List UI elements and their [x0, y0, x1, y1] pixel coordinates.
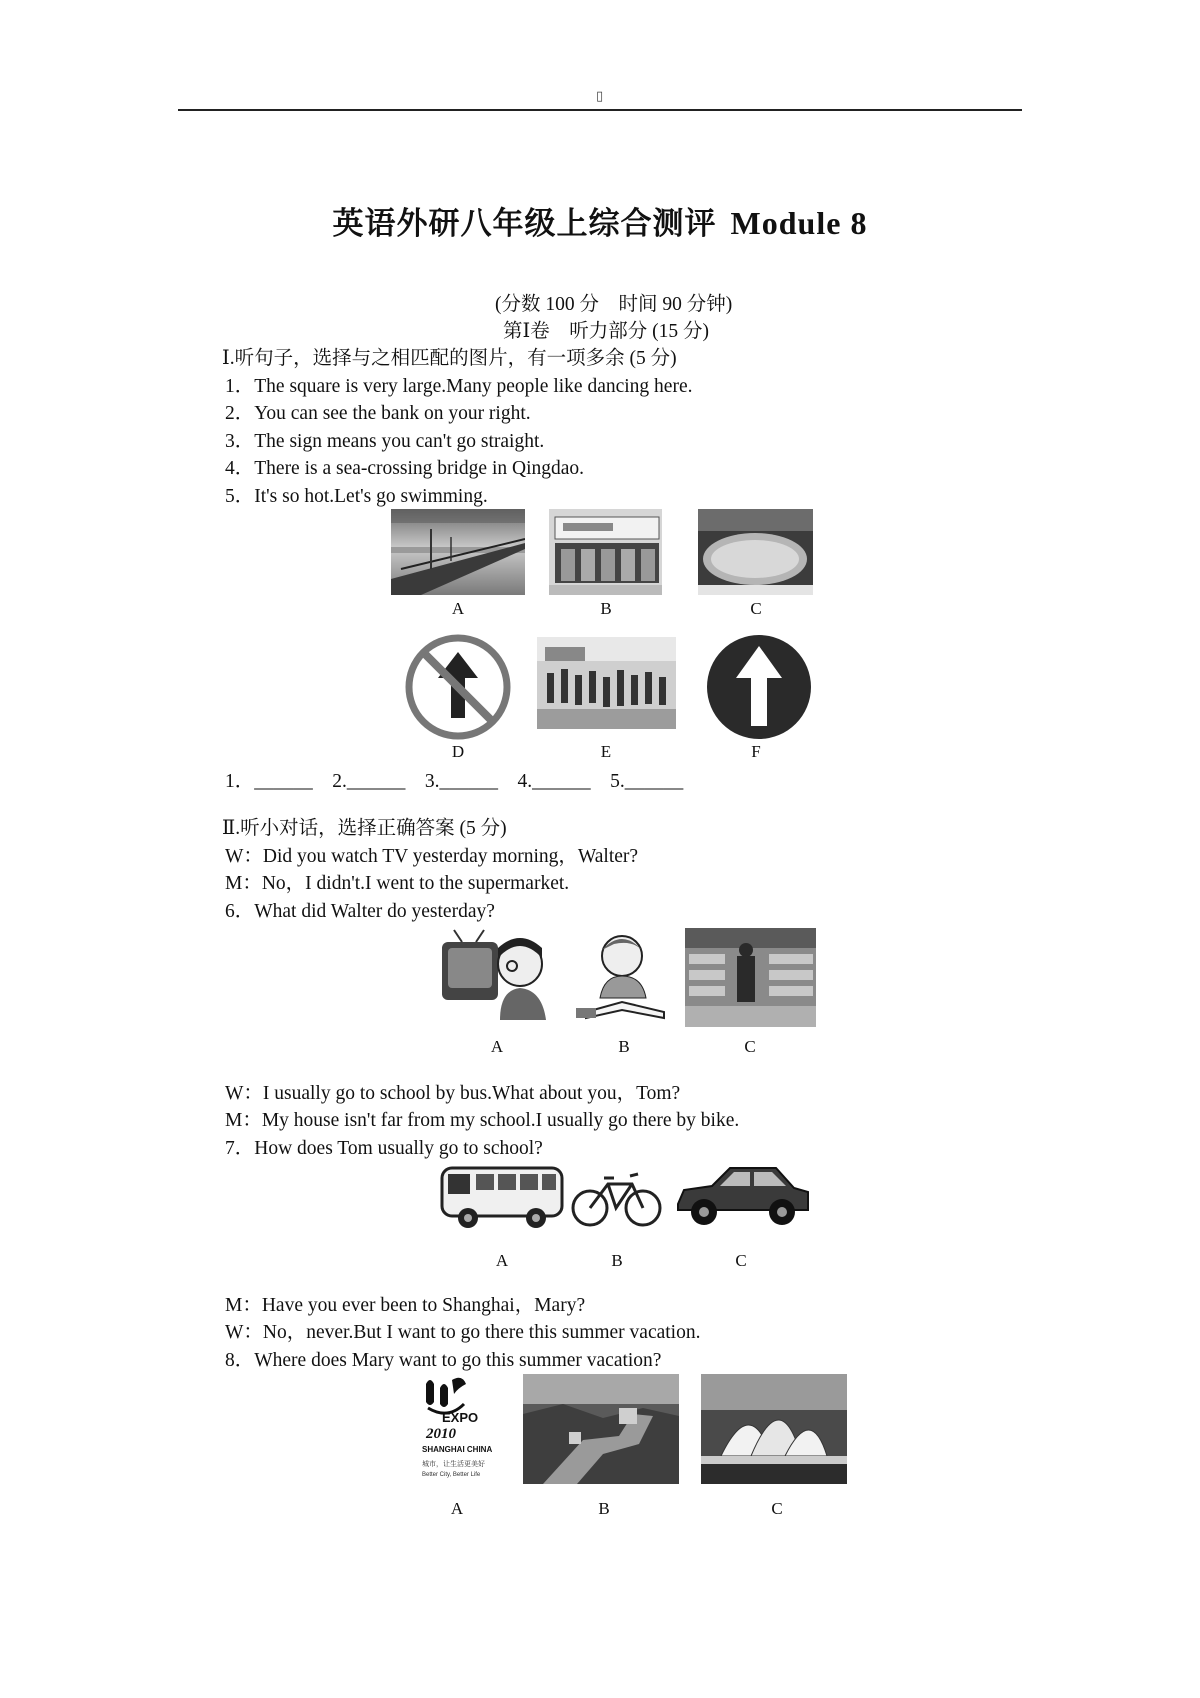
q6-question: 6．What did Walter do yesterday?: [225, 901, 495, 922]
car-picture: [672, 1160, 812, 1230]
q7-line-2: M：My house isn't far from my school.I usually go there by bike.: [225, 1110, 740, 1131]
q6-label-a: A: [490, 1037, 504, 1056]
q8-label-b: B: [598, 1499, 610, 1518]
header-rule: [178, 109, 1022, 111]
square-dancing-photo: [537, 637, 676, 729]
expo-logo-line2: 2010: [426, 1426, 456, 1442]
s1-item-5: 5．It's so hot.Let's go swimming.: [225, 486, 488, 507]
no-straight-sign: [405, 634, 511, 740]
title-main: 英语外研八年级上综合测评: [332, 206, 717, 242]
sydney-opera-house-photo: [701, 1374, 847, 1484]
q6-line-1: W：Did you watch TV yesterday morning，Walter?: [225, 846, 639, 867]
s1-label-d: D: [451, 742, 465, 761]
header-mark: ▯: [596, 88, 604, 103]
s1-label-e: E: [600, 742, 612, 761]
pool-photo: [698, 509, 813, 595]
great-wall-photo: [523, 1374, 679, 1484]
q7-line-1: W：I usually go to school by bus.What about you，Tom?: [225, 1083, 681, 1104]
q7-question: 7．How does Tom usually go to school?: [225, 1138, 543, 1159]
expo-2010-logo: [418, 1374, 506, 1484]
part-heading: 第Ⅰ卷 听力部分 (15 分): [503, 321, 709, 342]
s1-item-2: 2．You can see the bank on your right.: [225, 403, 531, 424]
reading-boy-picture: [574, 928, 672, 1020]
bike-picture: [570, 1170, 663, 1228]
bank-photo: [549, 509, 662, 595]
s1-item-1: 1．The square is very large.Many people like dancing here.: [225, 376, 693, 397]
s1-item-4: 4．There is a sea-crossing bridge in Qingdao.: [225, 458, 585, 479]
q8-line-1: M：Have you ever been to Shanghai，Mary?: [225, 1295, 586, 1316]
s1-label-b: B: [600, 599, 612, 618]
q8-label-a: A: [450, 1499, 464, 1518]
q6-label-b: B: [618, 1037, 630, 1056]
watching-tv-picture: [438, 928, 554, 1020]
page-title: [0, 198, 1200, 243]
q8-label-c: C: [771, 1499, 783, 1518]
s1-answer-blanks: 1．______ 2.______ 3.______ 4.______ 5.______: [225, 771, 684, 792]
expo-logo-line4: 城市，让生活更美好: [422, 1460, 485, 1468]
section2-heading: Ⅱ.听小对话，选择正确答案 (5 分): [222, 818, 507, 839]
q7-label-b: B: [611, 1251, 623, 1270]
expo-logo-line3: SHANGHAI CHINA: [422, 1445, 493, 1454]
q7-label-c: C: [735, 1251, 747, 1270]
q8-question: 8．Where does Mary want to go this summer vacation?: [225, 1350, 662, 1371]
title-module: Module 8: [730, 205, 868, 241]
s1-label-a: A: [451, 599, 465, 618]
bus-picture: [438, 1162, 566, 1230]
score-time: (分数 100 分 时间 90 分钟): [495, 294, 733, 315]
q8-line-2: W：No，never.But I want to go there this summer vacation.: [225, 1322, 701, 1343]
expo-logo-line1: EXPO: [442, 1410, 479, 1425]
straight-sign: [706, 634, 812, 740]
q6-line-2: M：No，I didn't.I went to the supermarket.: [225, 873, 570, 894]
q6-label-c: C: [744, 1037, 756, 1056]
s1-item-3: 3．The sign means you can't go straight.: [225, 431, 545, 452]
expo-logo-line5: Better City, Better Life: [422, 1472, 481, 1478]
s1-label-c: C: [750, 599, 762, 618]
section1-heading: Ⅰ.听句子，选择与之相匹配的图片，有一项多余 (5 分): [222, 348, 677, 369]
q7-label-a: A: [495, 1251, 509, 1270]
bridge-photo: [391, 509, 525, 595]
supermarket-photo: [685, 928, 816, 1027]
s1-label-f: F: [751, 742, 761, 761]
